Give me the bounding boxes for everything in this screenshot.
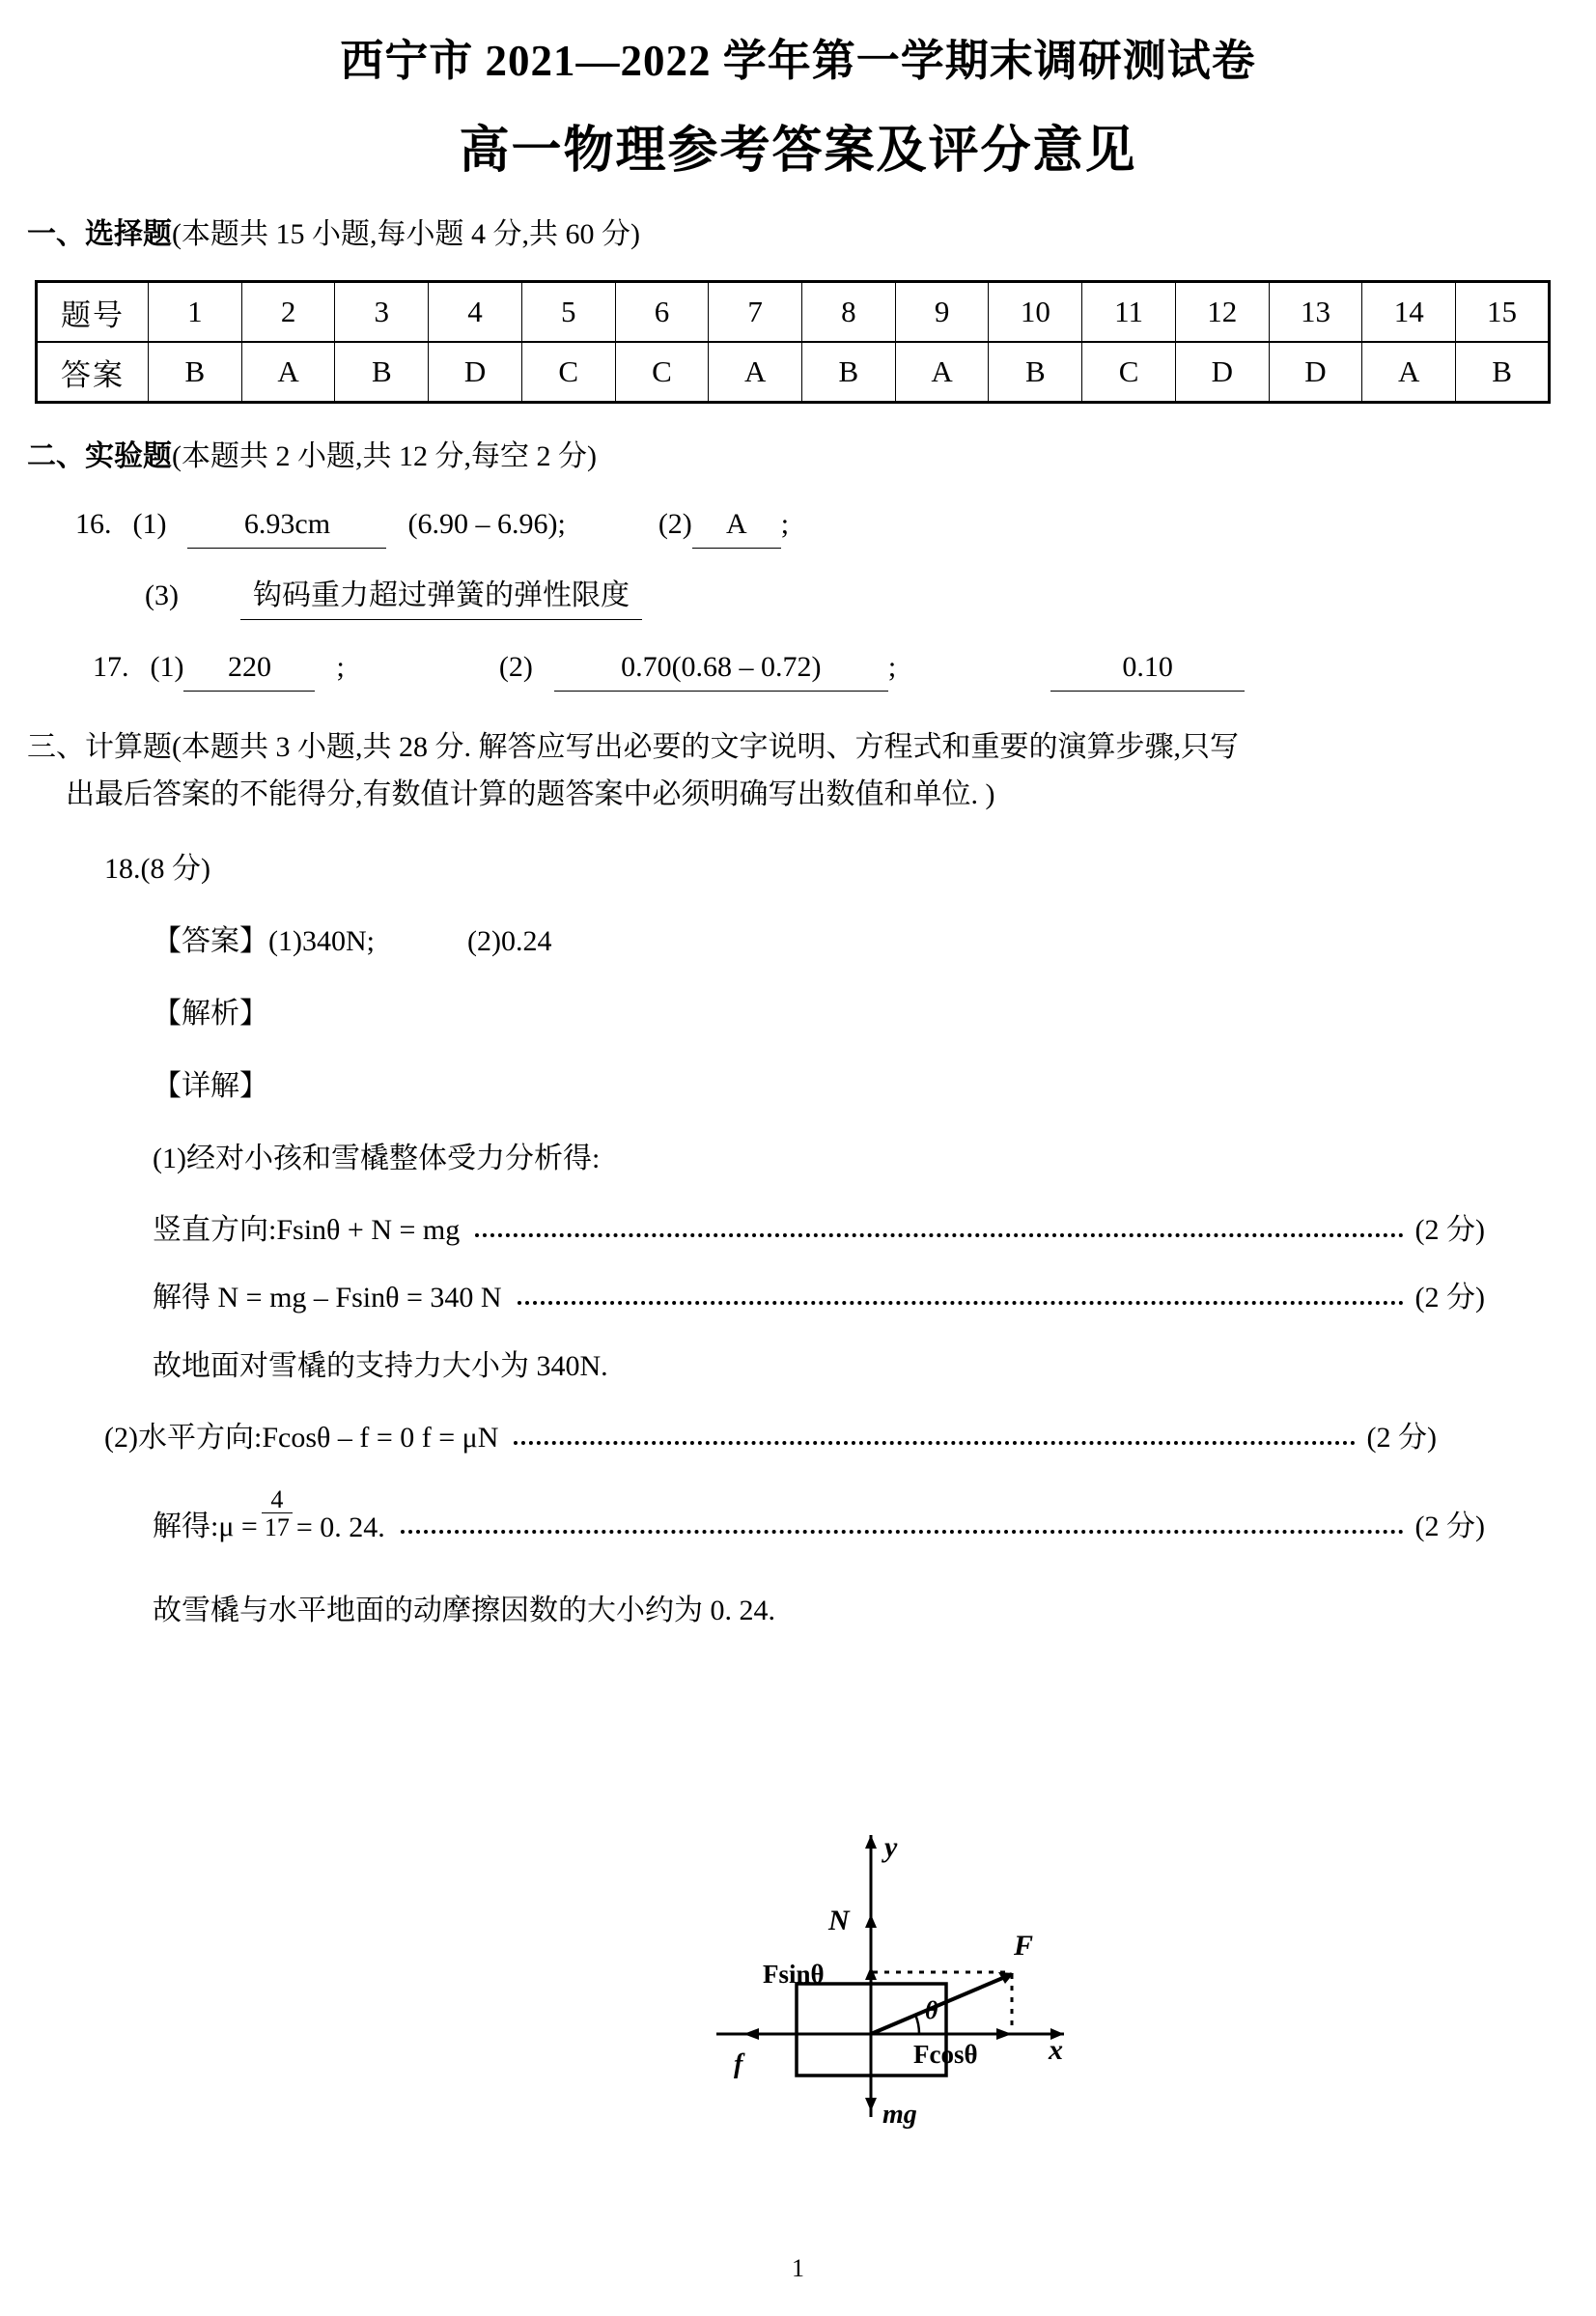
free-body-diagram bbox=[666, 1800, 1081, 2138]
item-16-part2-label: (2) bbox=[658, 508, 692, 540]
table-header-answer: 答案 bbox=[37, 342, 149, 403]
section-one-label: 一、选择题 bbox=[27, 218, 172, 250]
item-17-part1-value: 220 bbox=[183, 645, 315, 692]
table-cell-question: 13 bbox=[1269, 282, 1362, 343]
table-cell-answer: D bbox=[1175, 342, 1269, 403]
item-16-part1-range: (6.90 – 6.96); bbox=[407, 508, 566, 540]
normal-force-arrow bbox=[865, 1914, 877, 1928]
item-16-line-1 bbox=[75, 502, 1596, 549]
table-cell-question: 9 bbox=[895, 282, 989, 343]
table-cell-question: 3 bbox=[335, 282, 429, 343]
section-one-note: (本题共 15 小题,每小题 4 分,共 60 分) bbox=[172, 218, 640, 250]
item-17-number: 17. bbox=[93, 651, 129, 683]
section-two-label: 二、实验题 bbox=[27, 440, 172, 472]
label-f-cos-theta: Fcosθ bbox=[913, 2040, 978, 2069]
section-two-note: (本题共 2 小题,共 12 分,每空 2 分) bbox=[172, 440, 597, 472]
table-cell-answer: B bbox=[989, 342, 1082, 403]
leader-dots bbox=[401, 1529, 1404, 1534]
table-cell-answer: A bbox=[895, 342, 989, 403]
item-16-line-2 bbox=[145, 574, 1596, 620]
item-17-part1-label: (1) bbox=[150, 651, 184, 683]
item-17-part3-value: 0.10 bbox=[1050, 645, 1245, 692]
problem-18-number: 18. bbox=[104, 853, 141, 886]
table-cell-question: 5 bbox=[521, 282, 615, 343]
page-number: 1 bbox=[792, 2254, 804, 2282]
problem-18-answer-2: (2)0.24 bbox=[466, 925, 552, 958]
problem-18-step1-intro: (1)经对小孩和雪橇整体受力分析得: bbox=[153, 1143, 601, 1175]
table-cell-answer: D bbox=[429, 342, 522, 403]
table-cell-question: 12 bbox=[1175, 282, 1269, 343]
table-cell-question: 6 bbox=[615, 282, 709, 343]
table-cell-question: 14 bbox=[1362, 282, 1456, 343]
table-cell-answer: B bbox=[149, 342, 242, 403]
item-16-part1-label: (1) bbox=[132, 508, 167, 540]
problem-18-step1-eq2-points: (2 分) bbox=[1414, 1282, 1485, 1314]
table-cell-answer: A bbox=[241, 342, 335, 403]
label-force-F: F bbox=[1014, 1930, 1034, 1962]
f-cos-component-arrow bbox=[996, 2028, 1012, 2040]
label-normal-force: N bbox=[828, 1905, 850, 1936]
problem-18-step2-conclusion: 故雪橇与水平地面的动摩擦因数的大小约为 0. 24. bbox=[153, 1595, 775, 1627]
item-16-part3-value: 钩码重力超过弹簧的弹性限度 bbox=[240, 574, 642, 620]
label-weight-mg: mg bbox=[882, 2100, 917, 2130]
table-row-answers bbox=[37, 342, 1550, 403]
problem-18-step1-eq1-points: (2 分) bbox=[1414, 1214, 1485, 1247]
leader-dots bbox=[514, 1440, 1355, 1445]
problem-18-step1-eq1-text: 竖直方向:Fsinθ + N = mg bbox=[153, 1214, 461, 1247]
table-cell-question: 11 bbox=[1082, 282, 1176, 343]
problem-18-analysis-label: 【解析】 bbox=[153, 998, 268, 1031]
problem-18-points: (8 分) bbox=[140, 853, 210, 886]
section-three-heading bbox=[27, 724, 1562, 818]
problem-18-step1-eq1 bbox=[153, 1205, 1485, 1248]
problem-18-answer-label: 【答案】 bbox=[153, 925, 268, 958]
table-cell-question: 7 bbox=[709, 282, 802, 343]
item-17-part2-value: 0.70(0.68 – 0.72) bbox=[554, 645, 888, 692]
problem-18-step2-eq1-text: (2)水平方向:Fcosθ – f = 0 f = μN bbox=[104, 1422, 499, 1455]
table-cell-answer: C bbox=[615, 342, 709, 403]
item-16-part1-value: 6.93cm bbox=[187, 502, 386, 549]
table-cell-question: 8 bbox=[802, 282, 896, 343]
section-three-label: 三、计算题 bbox=[27, 731, 172, 763]
table-cell-question: 4 bbox=[429, 282, 522, 343]
label-friction-f: f bbox=[734, 2049, 743, 2079]
item-16-number: 16. bbox=[75, 508, 112, 540]
page-title: 西宁市 2021—2022 学年第一学期末调研测试卷 bbox=[340, 37, 1256, 85]
problem-18-step2-eq2-suffix: = 0. 24. bbox=[295, 1511, 385, 1544]
problem-18-answer-1: (1)340N; bbox=[268, 925, 375, 958]
section-one-heading bbox=[27, 214, 1596, 255]
section-two-heading bbox=[27, 437, 1596, 477]
table-cell-answer: C bbox=[1082, 342, 1176, 403]
page-subtitle: 高一物理参考答案及评分意见 bbox=[459, 124, 1137, 179]
label-theta: θ bbox=[925, 1996, 938, 2024]
leader-dots bbox=[475, 1232, 1403, 1237]
multiple-choice-answer-table bbox=[35, 280, 1551, 404]
problem-18-answer-line bbox=[153, 919, 1596, 963]
section-three-note-line1: (本题共 3 小题,共 28 分. 解答应写出必要的文字说明、方程式和重要的演算步骤,只写 bbox=[172, 731, 1239, 763]
table-cell-answer: A bbox=[709, 342, 802, 403]
section-three-note-line2: 出最后答案的不能得分,有数值计算的题答案中必须明确写出数值和单位. ) bbox=[66, 777, 995, 810]
y-axis-arrow bbox=[865, 1835, 877, 1849]
label-y-axis: y bbox=[884, 1831, 898, 1863]
table-row-question-numbers bbox=[37, 282, 1550, 343]
table-cell-question: 2 bbox=[241, 282, 335, 343]
item-16-part3-label: (3) bbox=[145, 579, 179, 611]
item-16-part2-value: A bbox=[692, 502, 781, 549]
weight-arrow bbox=[865, 2098, 877, 2111]
problem-18-step2-eq2-prefix: 解得:μ = bbox=[153, 1511, 258, 1543]
problem-18-detail-label: 【详解】 bbox=[153, 1070, 268, 1103]
answer-table-wrapper bbox=[35, 280, 1596, 404]
label-x-axis: x bbox=[1049, 2034, 1063, 2066]
fraction-4-over-17 bbox=[262, 1486, 293, 1542]
table-cell-answer: A bbox=[1362, 342, 1456, 403]
table-cell-answer: B bbox=[1456, 342, 1550, 403]
problem-18-step2-eq1-points: (2 分) bbox=[1366, 1422, 1437, 1455]
table-cell-answer: B bbox=[335, 342, 429, 403]
leader-dots bbox=[518, 1300, 1404, 1305]
free-body-diagram-svg bbox=[666, 1800, 1081, 2138]
problem-18-step1-eq2-text: 解得 N = mg – Fsinθ = 340 N bbox=[153, 1282, 502, 1314]
problem-18-step1-eq2 bbox=[153, 1273, 1485, 1315]
problem-18-step2-eq2-points: (2 分) bbox=[1414, 1511, 1485, 1543]
answer-sheet-page bbox=[0, 25, 1596, 2316]
label-f-sin-theta: Fsinθ bbox=[763, 1960, 825, 1989]
fraction-numerator: 4 bbox=[262, 1486, 293, 1513]
problem-18-heading bbox=[104, 847, 1596, 890]
table-cell-question: 10 bbox=[989, 282, 1082, 343]
item-17-part2-tail: ; bbox=[887, 651, 897, 683]
table-cell-question: 1 bbox=[149, 282, 242, 343]
problem-18-step1-conclusion: 故地面对雪橇的支持力大小为 340N. bbox=[153, 1350, 608, 1383]
table-cell-answer: B bbox=[802, 342, 896, 403]
problem-18-step2-eq2 bbox=[153, 1485, 1485, 1544]
table-cell-answer: D bbox=[1269, 342, 1362, 403]
theta-angle-arc bbox=[915, 2015, 919, 2034]
table-header-question: 题号 bbox=[37, 282, 149, 343]
item-17-line-1 bbox=[93, 645, 1596, 692]
item-17-part2-label: (2) bbox=[498, 651, 533, 683]
friction-arrow bbox=[743, 2028, 759, 2040]
fraction-denominator: 17 bbox=[264, 1513, 290, 1542]
table-cell-question: 15 bbox=[1456, 282, 1550, 343]
problem-18-step2-eq1 bbox=[104, 1413, 1437, 1455]
table-cell-answer: C bbox=[521, 342, 615, 403]
item-16-part2-tail: ; bbox=[780, 508, 790, 540]
item-17-part1-tail: ; bbox=[336, 651, 345, 683]
